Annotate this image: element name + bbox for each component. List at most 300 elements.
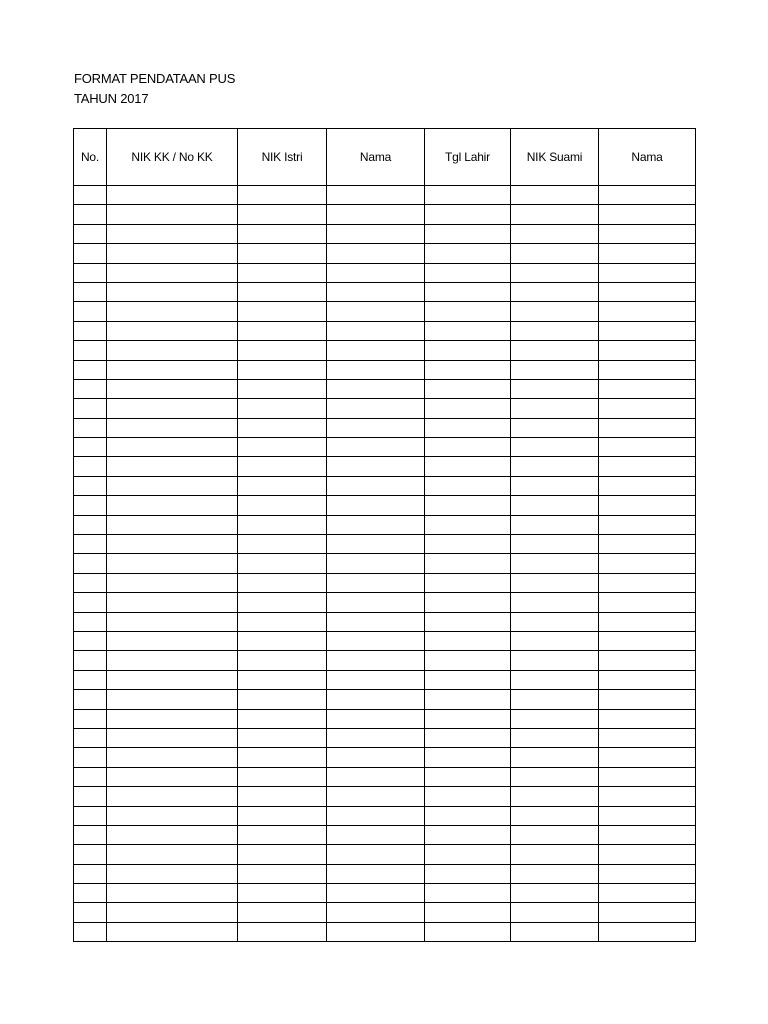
table-cell	[238, 864, 327, 883]
table-cell	[425, 438, 511, 457]
table-row	[74, 360, 696, 379]
table-cell	[511, 573, 599, 592]
table-cell	[425, 379, 511, 398]
table-cell	[599, 631, 696, 650]
table-cell	[425, 767, 511, 786]
table-cell	[425, 884, 511, 903]
table-cell	[511, 282, 599, 301]
table-row	[74, 496, 696, 515]
table-cell	[511, 457, 599, 476]
table-cell	[107, 321, 238, 340]
table-cell	[238, 515, 327, 534]
column-header-no: No.	[74, 129, 107, 186]
table-header-row	[74, 129, 696, 186]
table-cell	[425, 845, 511, 864]
table-cell	[238, 379, 327, 398]
table-cell	[74, 787, 107, 806]
table-cell	[327, 282, 425, 301]
table-cell	[599, 321, 696, 340]
table-row	[74, 922, 696, 941]
table-cell	[74, 457, 107, 476]
table-cell	[599, 903, 696, 922]
table-cell	[511, 767, 599, 786]
table-cell	[107, 845, 238, 864]
table-cell	[327, 224, 425, 243]
table-cell	[327, 457, 425, 476]
table-cell	[511, 554, 599, 573]
table-cell	[107, 864, 238, 883]
column-header-nik-suami: NIK Suami	[511, 129, 599, 186]
table-cell	[107, 476, 238, 495]
table-cell	[511, 360, 599, 379]
table-cell	[425, 457, 511, 476]
table-cell	[107, 787, 238, 806]
table-cell	[425, 922, 511, 941]
table-cell	[238, 825, 327, 844]
table-row	[74, 379, 696, 398]
table-cell	[599, 787, 696, 806]
table-cell	[425, 321, 511, 340]
table-cell	[107, 399, 238, 418]
table-cell	[599, 438, 696, 457]
table-cell	[327, 360, 425, 379]
table-cell	[425, 205, 511, 224]
table-cell	[511, 496, 599, 515]
table-row	[74, 690, 696, 709]
table-cell	[327, 554, 425, 573]
table-row	[74, 806, 696, 825]
table-cell	[599, 573, 696, 592]
table-cell	[238, 535, 327, 554]
table-cell	[327, 186, 425, 205]
table-row	[74, 399, 696, 418]
table-row	[74, 825, 696, 844]
table-cell	[107, 825, 238, 844]
table-cell	[238, 748, 327, 767]
table-cell	[599, 922, 696, 941]
table-cell	[599, 399, 696, 418]
table-cell	[238, 302, 327, 321]
table-cell	[74, 186, 107, 205]
table-row	[74, 244, 696, 263]
table-cell	[238, 457, 327, 476]
table-cell	[511, 845, 599, 864]
table-cell	[107, 244, 238, 263]
table-cell	[599, 476, 696, 495]
table-cell	[74, 515, 107, 534]
table-cell	[511, 864, 599, 883]
table-cell	[425, 418, 511, 437]
table-cell	[74, 631, 107, 650]
table-row	[74, 224, 696, 243]
table-row	[74, 884, 696, 903]
table-cell	[425, 806, 511, 825]
table-row	[74, 612, 696, 631]
table-row	[74, 282, 696, 301]
table-cell	[107, 651, 238, 670]
table-cell	[327, 864, 425, 883]
table-cell	[511, 321, 599, 340]
table-cell	[511, 903, 599, 922]
table-cell	[107, 728, 238, 747]
table-cell	[511, 186, 599, 205]
table-row	[74, 670, 696, 689]
table-cell	[327, 825, 425, 844]
table-cell	[107, 806, 238, 825]
table-cell	[74, 825, 107, 844]
table-cell	[238, 651, 327, 670]
table-cell	[511, 379, 599, 398]
table-cell	[599, 282, 696, 301]
table-cell	[511, 690, 599, 709]
table-cell	[327, 438, 425, 457]
table-cell	[511, 418, 599, 437]
table-cell	[74, 709, 107, 728]
table-cell	[425, 224, 511, 243]
table-cell	[327, 651, 425, 670]
table-cell	[238, 496, 327, 515]
table-cell	[425, 282, 511, 301]
table-cell	[425, 903, 511, 922]
table-row	[74, 864, 696, 883]
table-cell	[107, 186, 238, 205]
column-header-nik-istri: NIK Istri	[238, 129, 327, 186]
table-cell	[599, 263, 696, 282]
table-row	[74, 515, 696, 534]
table-cell	[74, 554, 107, 573]
table-cell	[327, 321, 425, 340]
table-cell	[511, 438, 599, 457]
table-cell	[511, 224, 599, 243]
table-cell	[511, 709, 599, 728]
table-cell	[238, 690, 327, 709]
table-cell	[511, 922, 599, 941]
table-cell	[425, 263, 511, 282]
table-cell	[327, 631, 425, 650]
table-cell	[425, 593, 511, 612]
table-cell	[74, 593, 107, 612]
table-cell	[599, 864, 696, 883]
table-cell	[599, 806, 696, 825]
table-cell	[238, 399, 327, 418]
table-cell	[238, 728, 327, 747]
table-cell	[425, 690, 511, 709]
table-row	[74, 457, 696, 476]
table-cell	[74, 418, 107, 437]
table-cell	[599, 690, 696, 709]
table-cell	[511, 302, 599, 321]
table-cell	[425, 728, 511, 747]
column-header-nama-suami: Nama	[599, 129, 696, 186]
table-cell	[107, 263, 238, 282]
table-cell	[327, 205, 425, 224]
table-cell	[511, 515, 599, 534]
column-header-tgl-lahir: Tgl Lahir	[425, 129, 511, 186]
table-cell	[107, 903, 238, 922]
table-cell	[511, 476, 599, 495]
table-cell	[74, 282, 107, 301]
table-row	[74, 205, 696, 224]
table-cell	[425, 651, 511, 670]
table-cell	[425, 302, 511, 321]
table-cell	[599, 302, 696, 321]
table-cell	[107, 748, 238, 767]
table-cell	[74, 573, 107, 592]
table-row	[74, 593, 696, 612]
table-cell	[238, 263, 327, 282]
table-cell	[74, 903, 107, 922]
table-cell	[511, 535, 599, 554]
table-row	[74, 263, 696, 282]
table-cell	[107, 496, 238, 515]
table-cell	[107, 690, 238, 709]
table-cell	[238, 360, 327, 379]
table-cell	[74, 224, 107, 243]
table-cell	[599, 884, 696, 903]
table-cell	[327, 573, 425, 592]
table-cell	[511, 612, 599, 631]
table-cell	[238, 670, 327, 689]
table-cell	[107, 631, 238, 650]
table-cell	[511, 884, 599, 903]
table-cell	[327, 593, 425, 612]
table-cell	[238, 321, 327, 340]
table-cell	[107, 573, 238, 592]
table-cell	[599, 457, 696, 476]
table-cell	[511, 593, 599, 612]
table-cell	[238, 476, 327, 495]
table-cell	[327, 515, 425, 534]
column-header-nama-istri: Nama	[327, 129, 425, 186]
table-cell	[238, 205, 327, 224]
table-cell	[425, 554, 511, 573]
table-cell	[74, 302, 107, 321]
table-cell	[74, 438, 107, 457]
table-cell	[74, 341, 107, 360]
table-cell	[599, 593, 696, 612]
table-cell	[107, 457, 238, 476]
table-row	[74, 418, 696, 437]
table-cell	[238, 418, 327, 437]
table-cell	[238, 767, 327, 786]
table-cell	[425, 864, 511, 883]
table-row	[74, 302, 696, 321]
table-cell	[238, 341, 327, 360]
table-cell	[425, 709, 511, 728]
table-cell	[425, 748, 511, 767]
table-cell	[74, 205, 107, 224]
table-row	[74, 535, 696, 554]
table-cell	[599, 651, 696, 670]
table-cell	[74, 244, 107, 263]
table-cell	[238, 438, 327, 457]
table-cell	[327, 709, 425, 728]
table-row	[74, 476, 696, 495]
table-cell	[74, 806, 107, 825]
table-row	[74, 186, 696, 205]
data-collection-table	[73, 128, 696, 942]
table-cell	[238, 806, 327, 825]
table-cell	[238, 554, 327, 573]
table-cell	[238, 709, 327, 728]
table-cell	[107, 438, 238, 457]
table-cell	[327, 787, 425, 806]
table-cell	[327, 476, 425, 495]
table-cell	[511, 787, 599, 806]
table-cell	[74, 922, 107, 941]
table-cell	[599, 767, 696, 786]
table-cell	[74, 728, 107, 747]
table-cell	[511, 399, 599, 418]
table-cell	[511, 651, 599, 670]
table-cell	[327, 399, 425, 418]
table-cell	[425, 670, 511, 689]
table-cell	[327, 767, 425, 786]
table-cell	[327, 922, 425, 941]
table-cell	[107, 515, 238, 534]
table-row	[74, 554, 696, 573]
table-cell	[599, 709, 696, 728]
table-cell	[107, 670, 238, 689]
table-cell	[425, 535, 511, 554]
table-cell	[511, 341, 599, 360]
table-cell	[107, 922, 238, 941]
table-row	[74, 631, 696, 650]
table-cell	[599, 224, 696, 243]
document-title: FORMAT PENDATAAN PUS	[74, 71, 236, 86]
table-cell	[107, 612, 238, 631]
table-cell	[599, 748, 696, 767]
table-cell	[238, 845, 327, 864]
table-cell	[511, 825, 599, 844]
table-cell	[238, 612, 327, 631]
table-row	[74, 651, 696, 670]
table-cell	[107, 709, 238, 728]
table-cell	[74, 476, 107, 495]
table-cell	[425, 573, 511, 592]
table-cell	[238, 282, 327, 301]
table-cell	[74, 379, 107, 398]
table-cell	[599, 845, 696, 864]
table-cell	[327, 418, 425, 437]
table-row	[74, 341, 696, 360]
table-cell	[327, 748, 425, 767]
table-cell	[74, 321, 107, 340]
table-cell	[425, 631, 511, 650]
table-cell	[107, 360, 238, 379]
table-cell	[107, 593, 238, 612]
table-cell	[327, 496, 425, 515]
table-cell	[74, 767, 107, 786]
table-cell	[599, 554, 696, 573]
table-cell	[238, 573, 327, 592]
table-cell	[238, 593, 327, 612]
table-cell	[238, 787, 327, 806]
table-cell	[511, 748, 599, 767]
table-cell	[74, 845, 107, 864]
table-cell	[74, 690, 107, 709]
table-cell	[327, 884, 425, 903]
table-cell	[74, 496, 107, 515]
table-cell	[511, 670, 599, 689]
table-cell	[599, 205, 696, 224]
table-cell	[599, 825, 696, 844]
table-cell	[599, 612, 696, 631]
table-cell	[74, 670, 107, 689]
table-cell	[425, 360, 511, 379]
table-cell	[327, 263, 425, 282]
table-row	[74, 438, 696, 457]
table-cell	[327, 670, 425, 689]
table-cell	[74, 864, 107, 883]
table-cell	[425, 399, 511, 418]
table-cell	[238, 244, 327, 263]
table-row	[74, 321, 696, 340]
table-cell	[74, 360, 107, 379]
table-cell	[425, 825, 511, 844]
table-cell	[511, 728, 599, 747]
table-cell	[107, 341, 238, 360]
table-cell	[74, 748, 107, 767]
table-body	[74, 186, 696, 942]
table-cell	[599, 535, 696, 554]
table-row	[74, 767, 696, 786]
table-cell	[327, 244, 425, 263]
table-cell	[425, 787, 511, 806]
table-cell	[107, 884, 238, 903]
table-cell	[107, 535, 238, 554]
table-cell	[238, 186, 327, 205]
table-cell	[74, 535, 107, 554]
table-cell	[599, 728, 696, 747]
table-row	[74, 728, 696, 747]
table-cell	[327, 903, 425, 922]
table-cell	[599, 496, 696, 515]
table-cell	[107, 302, 238, 321]
table-cell	[511, 263, 599, 282]
table-row	[74, 903, 696, 922]
table-cell	[511, 806, 599, 825]
table-cell	[599, 670, 696, 689]
table-cell	[511, 244, 599, 263]
table-cell	[327, 690, 425, 709]
column-header-nik-kk: NIK KK / No KK	[107, 129, 238, 186]
table-cell	[74, 651, 107, 670]
table-cell	[238, 922, 327, 941]
table-cell	[599, 244, 696, 263]
table-row	[74, 709, 696, 728]
table-cell	[107, 282, 238, 301]
table-cell	[238, 903, 327, 922]
table-cell	[327, 728, 425, 747]
table-cell	[107, 554, 238, 573]
table-cell	[327, 341, 425, 360]
table-cell	[74, 263, 107, 282]
table-cell	[425, 244, 511, 263]
table-row	[74, 573, 696, 592]
table-cell	[599, 515, 696, 534]
table-cell	[511, 205, 599, 224]
table-cell	[425, 612, 511, 631]
table-cell	[107, 205, 238, 224]
table-cell	[327, 535, 425, 554]
table-row	[74, 748, 696, 767]
table-cell	[327, 845, 425, 864]
table-cell	[327, 612, 425, 631]
table-cell	[238, 224, 327, 243]
table-cell	[511, 631, 599, 650]
table-cell	[74, 399, 107, 418]
